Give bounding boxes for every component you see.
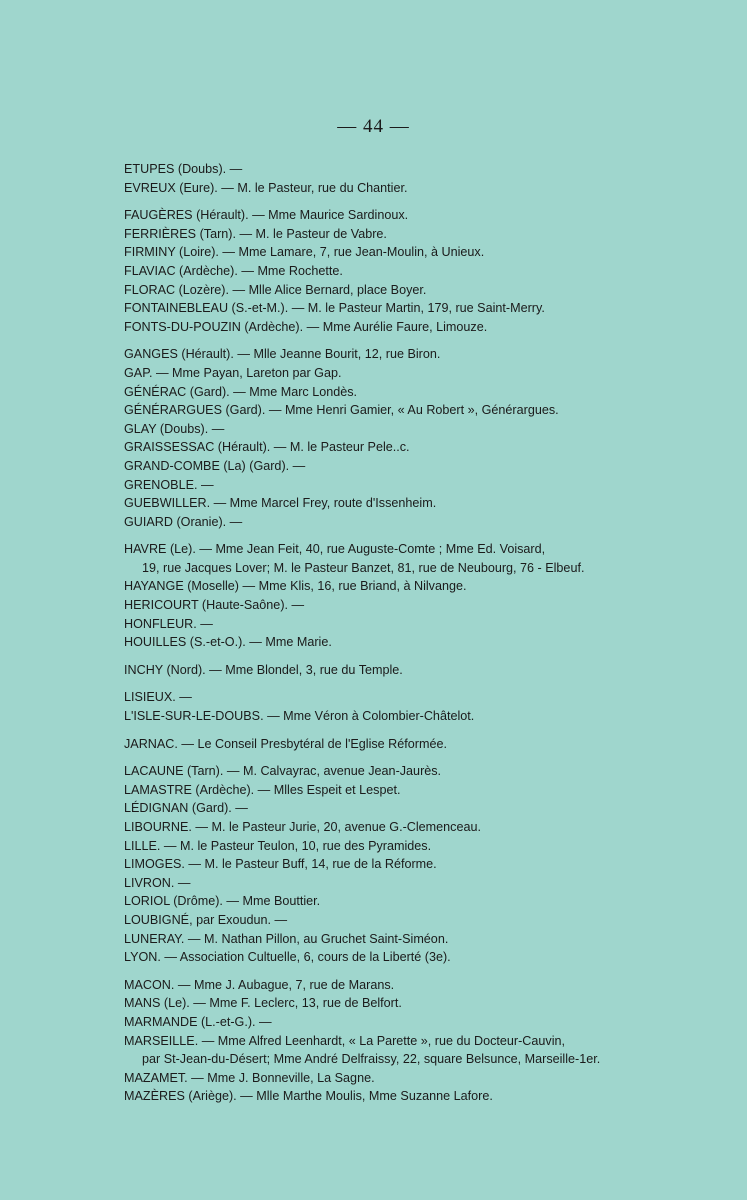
directory-entry — [124, 476, 664, 495]
entry-line: MAZAMET. — Mme J. Bonneville, La Sagne. — [124, 1070, 375, 1085]
entry-line: MARSEILLE. — Mme Alfred Leenhardt, « La Parette », rue du Docteur-Cauvin, — [124, 1033, 566, 1048]
entry-line: HONFLEUR. — — [124, 616, 213, 631]
entry-line: HOUILLES (S.-et-O.). — Mme Marie. — [124, 635, 332, 650]
directory-entry — [124, 383, 664, 402]
entry-line: LAMASTRE (Ardèche). — Mlles Espeit et Lespet. — [124, 782, 401, 797]
directory-entry — [124, 892, 664, 911]
entry-line: MARMANDE (L.-et-G.). — — [124, 1014, 272, 1029]
directory-entry — [124, 420, 664, 439]
directory-entry — [124, 345, 664, 364]
entry-line: MANS (Le). — Mme F. Leclerc, 13, rue de Belfort. — [124, 996, 402, 1011]
directory-entry — [124, 401, 664, 420]
entry-line: LORIOL (Drôme). — Mme Bouttier. — [124, 894, 321, 909]
directory-entry — [124, 364, 664, 383]
entry-line: GUEBWILLER. — Mme Marcel Frey, route d'Issenheim. — [124, 496, 437, 511]
directory-entry — [124, 438, 664, 457]
entry-line: LUNERAY. — M. Nathan Pillon, au Gruchet Saint-Siméon. — [124, 931, 449, 946]
directory-entry — [124, 281, 664, 300]
directory-entry — [124, 299, 664, 318]
directory-entry — [124, 633, 664, 652]
entry-line: LOUBIGNÉ, par Exoudun. — — [124, 912, 288, 927]
entry-line: INCHY (Nord). — Mme Blondel, 3, rue du Temple. — [124, 662, 403, 677]
entry-line: LÉDIGNAN (Gard). — — [124, 801, 248, 816]
directory-entry — [124, 948, 664, 967]
directory-entry — [124, 179, 664, 198]
directory-entry — [124, 1087, 664, 1106]
entry-line: LILLE. — M. le Pasteur Teulon, 10, rue des Pyramides. — [124, 838, 432, 853]
entry-line: GÉNÉRARGUES (Gard). — Mme Henri Gamier, « Au Robert », Générargues. — [124, 403, 559, 418]
entry-line: GANGES (Hérault). — Mlle Jeanne Bourit, 12, rue Biron. — [124, 347, 441, 362]
entry-continuation-line: par St-Jean-du-Désert; Mme André Delfraissy, 22, square Belsunce, Marseille-1er. — [142, 1052, 601, 1067]
directory-entry — [124, 494, 664, 513]
directory-entry — [124, 160, 664, 179]
directory-entry — [124, 318, 664, 337]
entry-line: FONTAINEBLEAU (S.-et-M.). — M. le Pasteur Martin, 179, rue Saint-Merry. — [124, 301, 545, 316]
entry-line: HAVRE (Le). — Mme Jean Feit, 40, rue Auguste-Comte ; Mme Ed. Voisard, — [124, 542, 546, 557]
directory-entry — [124, 762, 664, 781]
directory-entry — [124, 262, 664, 281]
entry-line: GÉNÉRAC (Gard). — Mme Marc Londès. — [124, 384, 358, 399]
entry-line: FONTS-DU-POUZIN (Ardèche). — Mme Aurélie Faure, Limouze. — [124, 319, 488, 334]
directory-entry — [124, 818, 664, 837]
directory-entry — [124, 874, 664, 893]
directory-entry — [124, 688, 664, 707]
directory-entry — [124, 206, 664, 225]
entry-line: FIRMINY (Loire). — Mme Lamare, 7, rue Jean-Moulin, à Unieux. — [124, 245, 485, 260]
entry-line: GRAND-COMBE (La) (Gard). — — [124, 458, 306, 473]
directory-entry — [124, 513, 664, 532]
entry-line: FAUGÈRES (Hérault). — Mme Maurice Sardinoux. — [124, 208, 409, 223]
entry-line: L'ISLE-SUR-LE-DOUBS. — Mme Véron à Colombier-Châtelot. — [124, 709, 475, 724]
page-number: — 44 — — [337, 116, 410, 137]
directory-entry — [124, 577, 664, 596]
directory-entry — [124, 911, 664, 930]
entry-line: FLAVIAC (Ardèche). — Mme Rochette. — [124, 263, 343, 278]
directory-entry — [124, 799, 664, 818]
entry-line: GRENOBLE. — — [124, 477, 214, 492]
directory-entry — [124, 243, 664, 262]
directory-entry — [124, 596, 664, 615]
directory-entry — [124, 1032, 664, 1069]
directory-entry — [124, 855, 664, 874]
directory-entry — [124, 837, 664, 856]
entry-line: MACON. — Mme J. Aubague, 7, rue de Marans. — [124, 977, 395, 992]
directory-entry — [124, 930, 664, 949]
entry-line: LACAUNE (Tarn). — M. Calvayrac, avenue Jean-Jaurès. — [124, 764, 442, 779]
directory-entry — [124, 225, 664, 244]
entry-line: LISIEUX. — — [124, 690, 192, 705]
entry-line: JARNAC. — Le Conseil Presbytéral de l'Eglise Réformée. — [124, 736, 447, 751]
directory-entry — [124, 781, 664, 800]
entry-line: ETUPES (Doubs). — — [124, 162, 243, 176]
entry-line: GAP. — Mme Payan, Lareton par Gap. — [124, 365, 342, 380]
directory-entry — [124, 457, 664, 476]
entry-line: LIBOURNE. — M. le Pasteur Jurie, 20, avenue G.-Clemenceau. — [124, 820, 481, 834]
entry-line: FLORAC (Lozère). — Mlle Alice Bernard, place Boyer. — [124, 282, 427, 297]
directory-entry — [124, 994, 664, 1013]
entry-line: LIVRON. — — [124, 875, 191, 890]
entry-line: FERRIÈRES (Tarn). — M. le Pasteur de Vabre. — [124, 226, 387, 241]
directory-entry — [124, 976, 664, 995]
directory-entry — [124, 735, 664, 754]
entry-line: HAYANGE (Moselle) — Mme Klis, 16, rue Briand, à Nilvange. — [124, 579, 467, 594]
entry-continuation-line: 19, rue Jacques Lover; M. le Pasteur Banzet, 81, rue de Neubourg, 76 - Elbeuf. — [142, 560, 585, 575]
directory-entry — [124, 540, 664, 577]
directory-entry — [124, 1069, 664, 1088]
entry-line: LYON. — Association Cultuelle, 6, cours de la Liberté (3e). — [124, 950, 451, 965]
entry-line: EVREUX (Eure). — M. le Pasteur, rue du Chantier. — [124, 180, 408, 195]
directory-entry — [124, 707, 664, 726]
directory-entry — [124, 1013, 664, 1032]
entry-line: GUIARD (Oranie). — — [124, 514, 243, 529]
entry-line: LIMOGES. — M. le Pasteur Buff, 14, rue de la Réforme. — [124, 857, 437, 872]
entry-line: MAZÈRES (Ariège). — Mlle Marthe Moulis, Mme Suzanne Lafore. — [124, 1089, 493, 1104]
directory-entry — [124, 615, 664, 634]
entry-line: GRAISSESSAC (Hérault). — M. le Pasteur Pele..c. — [124, 440, 410, 455]
entry-line: HERICOURT (Haute-Saône). — — [124, 598, 305, 613]
entry-line: GLAY (Doubs). — — [124, 421, 225, 436]
directory-entry — [124, 661, 664, 680]
directory-list — [124, 160, 664, 1106]
